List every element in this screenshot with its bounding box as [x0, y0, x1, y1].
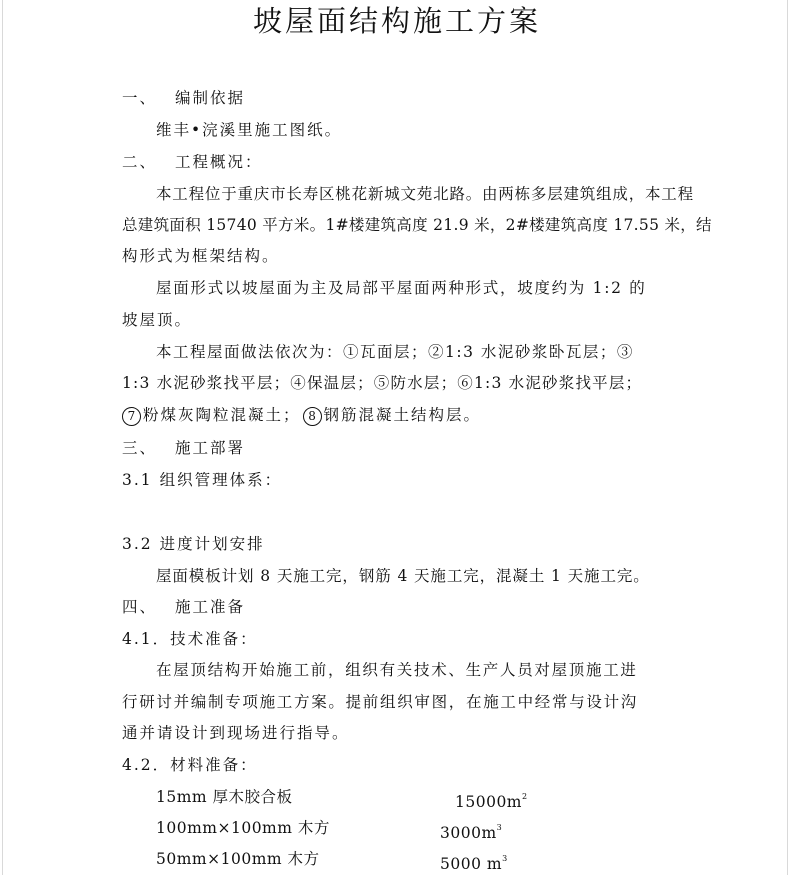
paragraph-line: 屋面形式以坡屋面为主及局部平屋面两种形式，坡度约为 1:2 的 — [156, 279, 647, 297]
unit-exponent: 3 — [502, 854, 508, 863]
paragraph-line: 通并请设计到现场进行指导。 — [122, 724, 350, 742]
unit-exponent: 3 — [496, 823, 503, 832]
unit-exponent: 2 — [522, 792, 528, 801]
section-number: 四、 — [122, 598, 158, 616]
subsection-heading: 3.1 组织管理体系： — [122, 471, 283, 489]
section-heading-4 — [122, 597, 245, 617]
subsection-heading: 4.1．技术准备： — [122, 630, 258, 648]
paragraph-line: 本工程位于重庆市长寿区桃花新城文苑北路。由两栋多层建筑组成，本工程 — [156, 185, 694, 203]
subsection-heading: 3.2 进度计划安排 — [122, 535, 265, 553]
circled-number-7: 7 — [122, 407, 141, 426]
paragraph-line: 维丰•浣溪里施工图纸。 — [156, 121, 343, 139]
material-name: 50mm×100mm 木方 — [156, 850, 320, 868]
section-title: 工程概况： — [175, 153, 263, 171]
material-name: 15mm 厚木胶合板 — [156, 788, 293, 806]
section-heading-3 — [122, 438, 245, 458]
material-quantity: $3000m^3$ — [440, 823, 503, 842]
paragraph-fragment: 钢筋混凝土结构层。 — [323, 406, 482, 424]
paragraph-line: 1:3 水泥砂浆找平层；④保温层；⑤防水层；⑥1:3 水泥砂浆找平层； — [122, 374, 643, 392]
section-number: 三、 — [122, 439, 158, 457]
section-number: 二、 — [122, 153, 158, 171]
page-edge-right — [787, 0, 788, 875]
section-title: 施工准备 — [175, 598, 246, 616]
section-heading-2 — [122, 152, 263, 172]
material-name: 100mm×100mm 木方 — [156, 819, 330, 837]
paragraph-line: 行研讨并编制专项施工方案。提前组织审图，在施工中经常与设计沟 — [122, 693, 639, 711]
document-title: 坡屋面结构施工方案 — [252, 4, 541, 38]
material-quantity: $15000m^2$ — [455, 792, 528, 811]
paragraph-line-circled — [122, 405, 481, 426]
material-quantity: 5000 $m^3$ — [440, 854, 508, 873]
paragraph-line: 坡屋顶。 — [122, 311, 193, 329]
page-edge-left — [2, 0, 3, 875]
subsection-heading: 4.2．材料准备： — [122, 756, 258, 774]
section-heading-1 — [122, 88, 245, 108]
paragraph-line: 构形式为框架结构。 — [122, 247, 280, 265]
paragraph-fragment: 粉煤灰陶粒混凝土； — [143, 406, 301, 424]
paragraph-line: 本工程屋面做法依次为：①瓦面层；②1:3 水泥砂浆卧瓦层；③ — [156, 343, 634, 361]
paragraph-line: 总建筑面积 15740 平方米。1#楼建筑高度 21.9 米，2#楼建筑高度 17.55 米，结 — [122, 216, 712, 234]
section-number: 一、 — [122, 89, 158, 107]
section-title: 编制依据 — [175, 89, 246, 107]
paragraph-line: 在屋顶结构开始施工前，组织有关技术、生产人员对屋顶施工进 — [156, 661, 638, 679]
circled-number-8: 8 — [303, 407, 322, 426]
paragraph-line: 屋面模板计划 8 天施工完，钢筋 4 天施工完，混凝土 1 天施工完。 — [156, 567, 650, 585]
section-title: 施工部署 — [175, 439, 246, 457]
